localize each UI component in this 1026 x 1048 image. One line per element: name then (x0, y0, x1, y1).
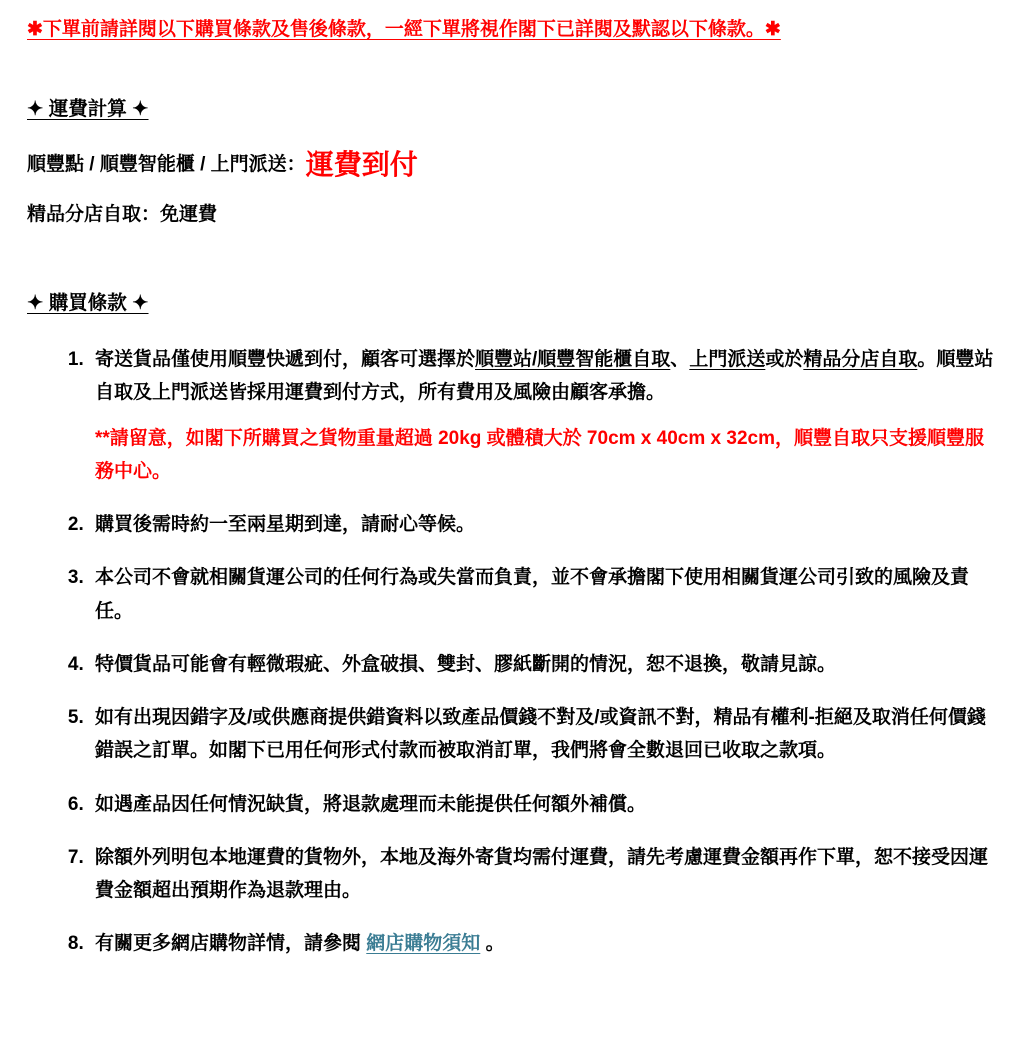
top-notice: ✱下單前請詳閱以下購買條款及售後條款，一經下單將視作閣下已詳閱及默認以下條款。✱ (27, 19, 781, 40)
term-item-shipping-fees: 7. 除額外列明包本地運費的貨物外，本地及海外寄貨均需付運費，請先考慮運費金額再作下單，恕不接受因運費金額超出預期作為退款理由。 (89, 841, 996, 908)
term8-suffix: 。 (480, 933, 505, 955)
terms-list (27, 343, 996, 961)
term1-store-pickup-underline: 精品分店自取 (803, 349, 918, 371)
term1-door-delivery-underline: 上門派送 (689, 349, 766, 371)
shopping-guide-link[interactable]: 網店購物須知 (366, 933, 481, 955)
store-pickup-line: 精品分店自取：免運費 (27, 203, 218, 225)
weight-size-warning: **請留意，如閣下所購買之貨物重量超過 20kg 或體積大於 70cm x 40cm x 32cm，順豐自取只支援順豐服務中心。 (95, 427, 984, 482)
term-item-delivery-time: 2. 購買後需時約一至兩星期到達，請耐心等候。 (89, 508, 996, 541)
term-item-discounted-goods: 4. 特價貨品可能會有輕微瑕疵、外盒破損、雙封、膠紙斷開的情況，恕不退換，敬請見諒。 (89, 648, 996, 681)
shipping-methods-line (27, 145, 996, 185)
purchase-terms-heading: ✦ 購買條款 ✦ (27, 292, 149, 315)
term1-sf-pickup-underline: 順豐站/順豐智能櫃自取 (475, 349, 671, 371)
freight-collect-highlight: 運費到付 (305, 148, 418, 180)
shipping-calculation-heading: ✦ 運費計算 ✦ (27, 97, 149, 120)
term8-prefix: 有關更多網店購物詳情，請參閱 (95, 933, 367, 955)
term1-text: 寄送貨品僅使用順豐快遞到付，顧客可選擇於 (95, 349, 476, 371)
term-item-out-of-stock: 6. 如遇產品因任何情況缺貨，將退款處理而未能提供任何額外補償。 (89, 788, 996, 821)
term-item-pricing-errors: 5. 如有出現因錯字及/或供應商提供錯資料以致產品價錢不對及/或資訊不對，精品有權利-拒絕及取消任何價錢錯誤之訂單。如閣下已用任何形式付款而被取消訂單，我們將會全數退回已收取之款項。 (89, 701, 996, 768)
shipping-methods-label: 順豐點 / 順豐智能櫃 / 上門派送： (27, 153, 306, 175)
term-item-courier-liability: 3. 本公司不會就相關貨運公司的任何行為或失當而負責，並不會承擔閣下使用相關貨運公司引致的風險及責任。 (89, 561, 996, 628)
term-item-delivery: 1. 寄送貨品僅使用順豐快遞到付，顧客可選擇於順豐站/順豐智能櫃自取、上門派送或於精品分店自取。順豐站自取及上門派送皆採用運費到付方式，所有費用及風險由顧客承擔。 **請留意，如閣下所購買之貨物重量超過 20kg 或體積大於 70cm x 40cm x 32cm，順豐自取只支援順豐服務中心。 (89, 343, 996, 488)
term-item-more-info (89, 927, 996, 960)
